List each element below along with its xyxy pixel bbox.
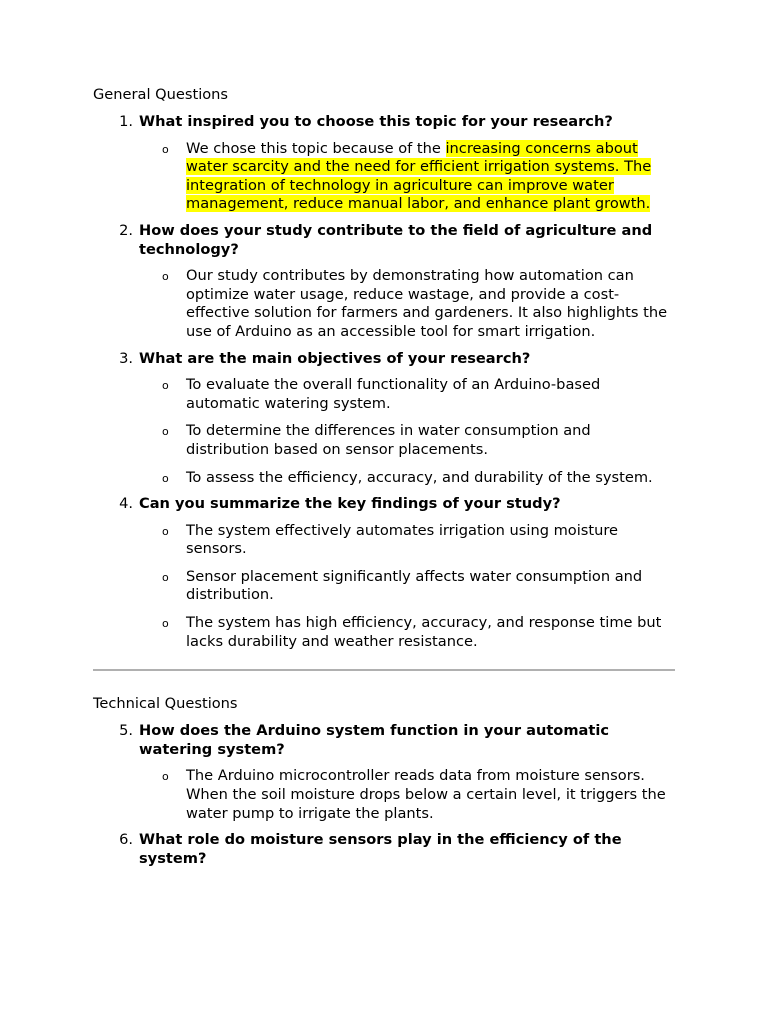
- question-item: [93, 113, 675, 214]
- question-number: 1.: [119, 113, 133, 130]
- bullet-icon: o: [162, 617, 169, 631]
- section-divider: [93, 669, 675, 671]
- question-number: 5.: [119, 722, 133, 740]
- question-text: Can you summarize the key findings of your study?: [139, 495, 561, 513]
- section-heading: Technical Questions: [93, 695, 238, 713]
- question-item: [93, 722, 675, 823]
- document-page: [93, 86, 675, 876]
- bullet-icon: o: [162, 570, 169, 584]
- question-text: What are the main objectives of your research?: [139, 349, 531, 367]
- answer-text: Our study contributes by demonstrating how automation can optimize water usage, reduce wastage, and provide a cost-effective solution for farmers and gardeners. It also highlights the use of Arduino as an accessible tool for smart irrigation.: [186, 267, 668, 340]
- question-number: 4.: [119, 495, 133, 513]
- answer-list: [93, 376, 675, 487]
- answer-item: [93, 376, 675, 413]
- answer-item: [93, 140, 675, 214]
- answer-text: We chose this topic because of the: [186, 139, 446, 157]
- bullet-icon: o: [162, 379, 169, 393]
- question-number: 2.: [119, 221, 133, 239]
- bullet-icon: o: [162, 142, 169, 156]
- answer-text: The system has high efficiency, accuracy, and response time but lacks durability and weather resistance.: [186, 614, 662, 650]
- answer-item: [93, 422, 675, 459]
- question-item: [93, 495, 675, 651]
- section-general: [93, 86, 675, 651]
- answer-item: [93, 767, 675, 823]
- answer-text: The Arduino microcontroller reads data from moisture sensors. When the soil moisture drops below a certain level, it triggers the water pump to irrigate the plants.: [186, 767, 666, 822]
- answer-text: To determine the differences in water consumption and distribution based on sensor placements.: [186, 422, 591, 458]
- answer-text: The system effectively automates irrigation using moisture sensors.: [186, 521, 619, 558]
- answer-list: [93, 267, 675, 341]
- answer-text: To assess the efficiency, accuracy, and durability of the system.: [186, 468, 653, 486]
- question-item: [93, 222, 675, 342]
- bullet-icon: o: [162, 471, 169, 485]
- question-number: 6.: [119, 831, 133, 849]
- bullet-icon: o: [162, 524, 169, 538]
- question-item: [93, 831, 675, 868]
- answer-text: Sensor placement significantly affects water consumption and distribution.: [186, 567, 643, 604]
- answer-text: To evaluate the overall functionality of an Arduino-based automatic watering system.: [186, 376, 601, 412]
- bullet-icon: o: [162, 770, 169, 784]
- question-number: 3.: [119, 349, 133, 367]
- answer-item: [93, 469, 675, 488]
- answer-list: [93, 767, 675, 823]
- question-text: How does your study contribute to the field of agriculture and technology?: [139, 221, 653, 258]
- section-technical: [93, 695, 675, 868]
- answer-list: [93, 522, 675, 652]
- bullet-icon: o: [162, 425, 169, 439]
- section-heading: General Questions: [93, 86, 229, 103]
- highlighted-text: increasing concerns about water scarcity and the need for efficient irrigation systems. The integration of technology in agriculture can improve water management, reduce manual labor, and enhance plant growth.: [186, 139, 652, 213]
- question-text: How does the Arduino system function in your automatic watering system?: [139, 722, 610, 758]
- answer-item: [93, 568, 675, 605]
- answer-item: [93, 522, 675, 559]
- answer-item: [93, 267, 675, 341]
- answer-list: [93, 140, 675, 214]
- question-item: [93, 350, 675, 488]
- question-text: What role do moisture sensors play in the efficiency of the system?: [139, 831, 622, 867]
- answer-item: [93, 614, 675, 651]
- question-text: What inspired you to choose this topic for your research?: [139, 113, 613, 130]
- bullet-icon: o: [162, 270, 169, 284]
